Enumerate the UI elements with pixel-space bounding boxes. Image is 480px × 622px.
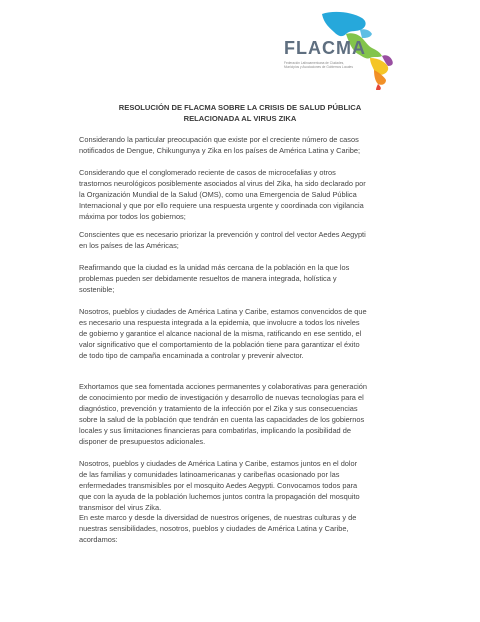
logo-subtitle: Federación Latinoamericana de Ciudades, Municipios y Asociaciones de Gobiernos Locales bbox=[284, 61, 353, 69]
paragraph-7 bbox=[79, 459, 404, 514]
paragraph-4 bbox=[79, 263, 404, 296]
paragraph-line: notificados de Dengue, Chikungunya y Zika en los países de América Latina y Caribe; bbox=[79, 145, 361, 155]
paragraph-line: Considerando que el conglomerado reciente de casos de microcefalias y otros bbox=[79, 168, 336, 177]
paragraph-3 bbox=[79, 230, 404, 252]
paragraph-line: Nosotros, pueblos y ciudades de América Latina y Caribe, estamos juntos en el dolor bbox=[79, 459, 358, 468]
logo-wordmark: FLACMA bbox=[284, 38, 366, 58]
paragraph-line: trastornos neurológicos posiblemente asociados al virus del Zika, ha sido declarado por bbox=[79, 178, 366, 188]
paragraph-line: sobre la salud de la población que tendrán en cuenta las capacidades de los gobiernos bbox=[79, 414, 365, 424]
paragraph-line: de conocimiento por medio de investigación y desarrollo de nuevas tecnologías para el bbox=[79, 392, 364, 402]
paragraph-line: transmisor del virus Zika. bbox=[79, 502, 162, 512]
document-title-line-2: RELACIONADA AL VIRUS ZIKA bbox=[183, 114, 297, 123]
paragraph-1 bbox=[79, 135, 404, 157]
paragraph-line: sostenible; bbox=[79, 284, 115, 294]
paragraph-line: En este marco y desde la diversidad de nuestros orígenes, de nuestras culturas y de bbox=[79, 513, 357, 522]
paragraph-line: en los países de las Américas; bbox=[79, 240, 179, 250]
flacma-logo bbox=[282, 10, 398, 90]
paragraph-line: Exhortamos que sea fomentada acciones permanentes y colaborativas para generación bbox=[79, 382, 367, 391]
paragraph-line: de gobierno y garantice el alcance nacional de la misma, ratificando en ese sentido, el bbox=[79, 328, 362, 338]
paragraph-line: disponer de presupuestos adicionales. bbox=[79, 436, 206, 446]
document-title-line-1: RESOLUCIÓN DE FLACMA SOBRE LA CRISIS DE SALUD PÚBLICA bbox=[118, 103, 362, 112]
paragraph-5 bbox=[79, 307, 404, 362]
paragraph-2 bbox=[79, 168, 404, 223]
paragraph-line: problemas pueden ser debidamente resueltos de manera integrada, holística y bbox=[79, 273, 337, 283]
paragraph-line: Conscientes que es necesario priorizar la prevención y control del vector Aedes Aegypti bbox=[79, 230, 366, 239]
paragraph-line: enfermedades transmisibles por el mosquito Aedes Aegypti. Convocamos todos para bbox=[79, 480, 358, 490]
paragraph-line: valor significativo que el comportamiento de la población tiene para garantizar el éxito bbox=[79, 339, 360, 349]
paragraph-8 bbox=[79, 513, 404, 546]
paragraph-6 bbox=[79, 382, 404, 447]
paragraph-line: Internacional y que por ello requiere una respuesta urgente y coordinada con vigilancia bbox=[79, 200, 364, 210]
paragraph-line: es necesario una respuesta integrada a la epidemia, que involucre a todos los niveles bbox=[79, 317, 360, 327]
paragraph-line: de todo tipo de campaña encaminada a controlar y prevenir alvector. bbox=[79, 350, 304, 360]
paragraph-line: Considerando la particular preocupación que existe por el creciente número de casos bbox=[79, 135, 359, 144]
paragraph-line: que con la ayuda de la población luchemos juntos contra la propagación del mosquito bbox=[79, 491, 360, 501]
paragraph-line: diagnóstico, prevención y tratamiento de la infección por el Zika y sus consecuencias bbox=[79, 403, 358, 413]
paragraph-line: nuestras sensibilidades, nosotros, pueblos y ciudades de América Latina y Caribe, bbox=[79, 523, 349, 533]
paragraph-line: la Organización Mundial de la Salud (OMS), como una Emergencia de Salud Pública bbox=[79, 189, 357, 199]
paragraph-line: Nosotros, pueblos y ciudades de América Latina y Caribe, estamos convencidos de que bbox=[79, 307, 367, 316]
paragraph-line: de las familias y comunidades latinoamericanas y caribeñas ocasionado por las bbox=[79, 469, 340, 479]
paragraph-line: Reafirmando que la ciudad es la unidad más cercana de la población en la que los bbox=[79, 263, 350, 272]
paragraph-line: máxima por todos los gobiernos; bbox=[79, 211, 186, 221]
paragraph-line: locales y sus limitaciones financieras para combatirlas, implicando la posibilidad de bbox=[79, 425, 351, 435]
paragraph-line: acordamos: bbox=[79, 534, 118, 544]
